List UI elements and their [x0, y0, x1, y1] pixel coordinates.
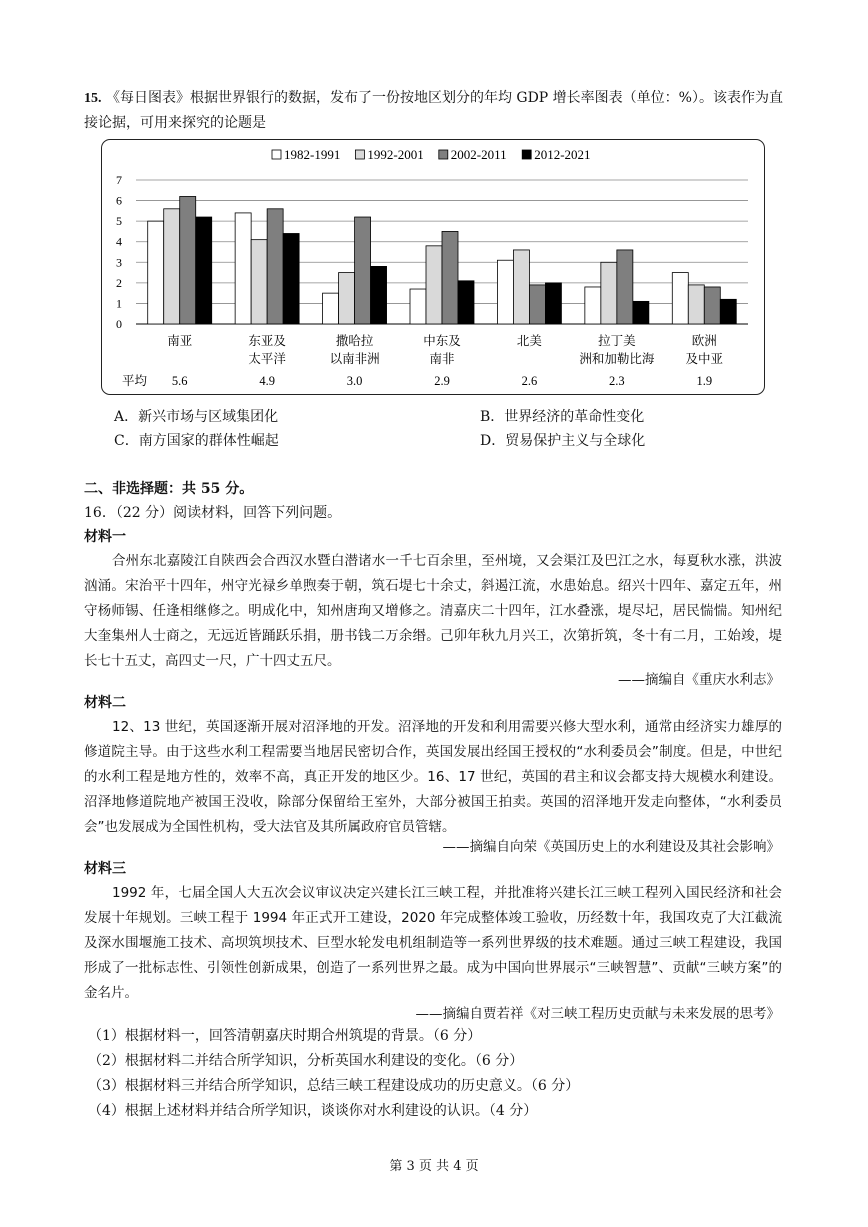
option-b[interactable]: B．世界经济的革命性变化 [480, 409, 645, 425]
bar [410, 289, 426, 324]
material-1-text [84, 549, 782, 674]
sub-question-1: （1）根据材料一，回答清朝嘉庆时期合州筑堤的背景。（6 分） [88, 1028, 482, 1044]
bar [545, 283, 561, 324]
y-tick-label: 7 [116, 173, 122, 187]
bar [426, 246, 442, 324]
question-stem: 《每日图表》根据世界银行的数据，发布了一份按地区划分的年均 GDP 增长率图表（单位：%）。该表作为直接论据，可用来探究的论题是 [84, 90, 783, 131]
material-1-source: ——摘编自《重庆水利志》 [618, 672, 780, 688]
legend-swatch [272, 150, 281, 159]
y-tick-label: 6 [116, 193, 122, 208]
bar [267, 209, 283, 324]
material-1-title: 材料一 [84, 529, 126, 545]
bar [355, 217, 371, 324]
category-label: 南非 [429, 351, 455, 366]
bar [529, 285, 545, 324]
legend-label: 1982-1991 [284, 147, 341, 162]
chart-canvas [102, 140, 764, 394]
legend-label: 1992-2001 [367, 147, 424, 162]
page-footer: 第 3 页 共 4 页 [389, 1159, 479, 1174]
average-value: 2.6 [521, 374, 538, 388]
category-label: 撒哈拉 [335, 333, 374, 348]
legend-label: 2002-2011 [450, 147, 507, 162]
bar [196, 217, 212, 324]
average-label: 平均 [122, 373, 148, 388]
bar [688, 285, 704, 324]
option-d[interactable]: D．贸易保护主义与全球化 [480, 433, 646, 449]
bar [235, 213, 251, 324]
bar [458, 281, 474, 324]
legend-swatch [522, 150, 531, 159]
sub-question-3: （3）根据材料三并结合所学知识，总结三峡工程建设成功的历史意义。（6 分） [88, 1078, 580, 1094]
category-label: 欧洲 [691, 333, 717, 348]
y-tick-label: 5 [116, 214, 122, 229]
material-2-text [84, 715, 782, 840]
bar [585, 287, 601, 324]
category-label: 南亚 [167, 333, 193, 348]
material-3-text [84, 881, 782, 1006]
legend-swatch [439, 150, 448, 159]
bar [704, 287, 720, 324]
average-value: 4.9 [259, 374, 275, 388]
average-value: 2.9 [434, 374, 450, 388]
bar [442, 231, 458, 324]
category-label: 中东及 [423, 333, 461, 348]
bar [148, 221, 164, 324]
material-3-paragraph: 1992 年，七届全国人大五次会议审议决定兴建长江三峡工程，并批准将兴建长江三峡工程列入国民经济和社会发展十年规划。三峡工程于 1994 年正式开工建设，2020 年完成整体竣工验收，历经数十年，我国攻克了大江截流及深水围堰施工技术、高坝筑坝技术、巨型水轮发电机组制造等一系列世界级的技术难题。通过三峡工程建设，我国形成了一批标志性、引领性创新成果，创造了一系列世界之最。成为中国向世界展示“三峡智慧”、贡献“三峡方案”的金名片。 [84, 885, 782, 1001]
y-tick-label: 1 [116, 296, 122, 311]
average-value: 2.3 [609, 374, 625, 388]
material-3-source: ——摘编自贾若祥《对三峡工程历史贡献与未来发展的思考》 [415, 1006, 780, 1022]
bar [251, 240, 267, 324]
bar [633, 301, 649, 324]
category-label: 及中亚 [685, 351, 724, 366]
material-3-title: 材料三 [84, 861, 126, 877]
y-tick-label: 4 [116, 234, 122, 249]
bar [513, 250, 529, 324]
bar [672, 273, 688, 324]
bar [497, 260, 513, 324]
average-value: 1.9 [696, 374, 713, 388]
gdp-growth-chart [101, 139, 765, 395]
bar [323, 293, 339, 324]
category-label: 以南非洲 [329, 351, 380, 366]
legend-label: 2012-2021 [534, 147, 591, 162]
legend-swatch [355, 150, 364, 159]
question-16-stem: 16．（22 分）阅读材料，回答下列问题。 [84, 505, 342, 521]
question-15 [84, 86, 788, 135]
option-a[interactable]: A．新兴市场与区域集团化 [114, 409, 279, 425]
material-1-paragraph: 合州东北嘉陵江自陕西会合西汉水暨白潜诸水一千七百余里，至州境，又会渠江及巴江之水，每夏秋水涨，洪波汹涌。宋治平十四年，州守光禄乡单煦奏于朝，筑石堤七十余丈，斜遏江流，水患始息。绍兴十四年、嘉定五年，州守杨师锡、任逢相继修之。明成化中，知州唐珣又增修之。清嘉庆二十四年，江水叠涨，堤尽圮，居民惴惴。知州纪大奎集州人士商之，无远近皆踊跃乐捐，册书钱二万余缗。己卯年秋九月兴工，次第折筑，冬十有二月，工始竣，堤长七十五丈，高四丈一尺，广十四丈五尺。 [84, 553, 782, 669]
average-value: 5.6 [171, 374, 188, 388]
material-2-paragraph: 12、13 世纪，英国逐渐开展对沼泽地的开发。沼泽地的开发和利用需要兴修大型水利，通常由经济实力雄厚的修道院主导。由于这些水利工程需要当地居民密切合作，英国发展出经国王授权的“水利委员会”制度。但是，中世纪的水利工程是地方性的，效率不高，真正开发的地区少。16、17 世纪，英国的君主和议会都支持大规模水利建设。沼泽地修道院地产被国王没收，除部分保留给王室外，大部分被国王拍卖。英国的沼泽地开发走向整体，“水利委员会”也发展成为全国性机构，受大法官及其所属政府官员管辖。 [84, 719, 782, 835]
category-label: 洲和加勒比海 [579, 351, 655, 366]
material-2-title: 材料二 [84, 695, 126, 711]
bar [339, 273, 355, 324]
bar [601, 262, 617, 324]
category-label: 太平洋 [248, 351, 286, 366]
category-label: 拉丁美 [598, 333, 636, 348]
bar [283, 233, 299, 324]
sub-question-2: （2）根据材料二并结合所学知识，分析英国水利建设的变化。（6 分） [88, 1053, 524, 1069]
bar [180, 196, 196, 324]
category-label: 北美 [516, 333, 542, 348]
question-number: 15. [84, 91, 102, 106]
material-2-source: ——摘编自向荣《英国历史上的水利建设及其社会影响》 [442, 839, 780, 855]
average-value: 3.0 [346, 374, 363, 388]
y-tick-label: 0 [116, 317, 122, 331]
bar [720, 299, 736, 324]
bar [371, 266, 387, 324]
bar [617, 250, 633, 324]
bar [164, 209, 180, 324]
section-title: 二、非选择题：共 55 分。 [84, 481, 254, 497]
option-c[interactable]: C．南方国家的群体性崛起 [114, 433, 279, 449]
y-tick-label: 2 [116, 275, 122, 290]
y-tick-label: 3 [116, 255, 122, 270]
sub-question-4: （4）根据上述材料并结合所学知识，谈谈你对水利建设的认识。（4 分） [88, 1103, 538, 1119]
category-label: 东亚及 [248, 333, 286, 348]
